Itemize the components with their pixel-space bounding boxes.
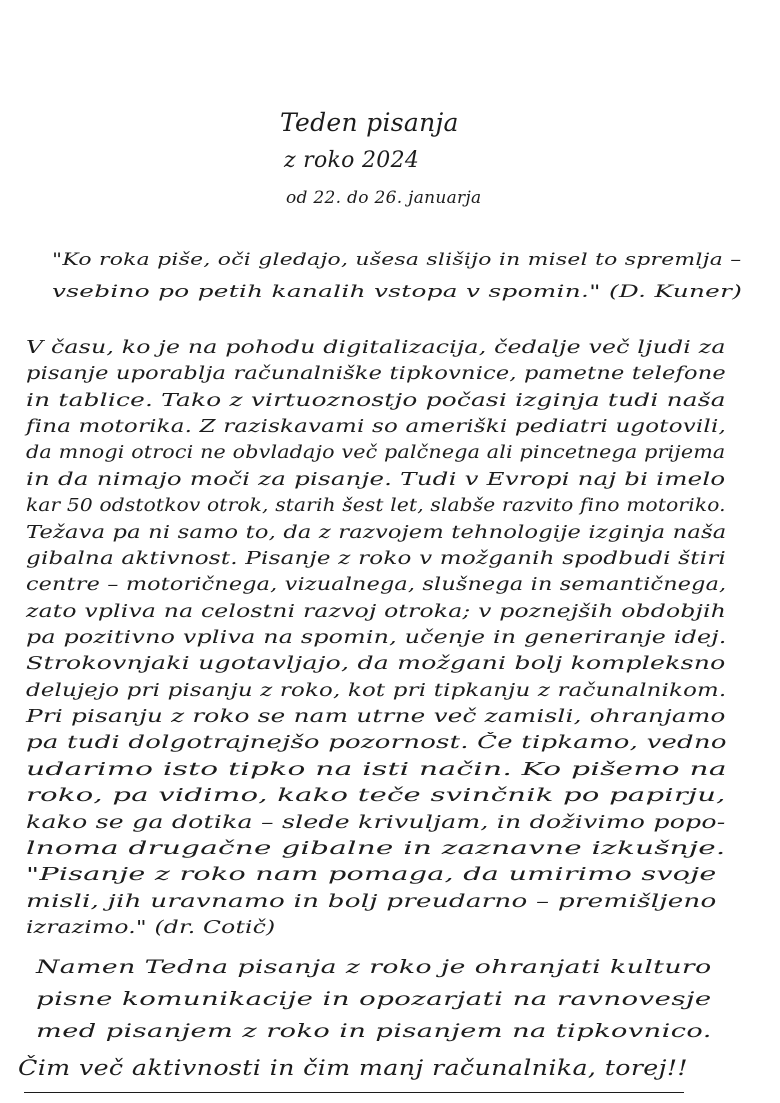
body-line: roko, pa vidimo, kako teče svinčnik po papirju, <box>26 786 726 806</box>
body-line: Težava pa ni samo to, da z razvojem tehnologije izginja naša <box>26 523 727 543</box>
body-line: delujejo pri pisanju z roko, kot pri tipkanju z računalnikom. <box>26 681 727 701</box>
page-title: Teden pisanja <box>280 108 459 137</box>
body-line: in da nimajo moči za pisanje. Tudi v Evropi naj bi imelo <box>26 470 726 490</box>
body-line: Pri pisanju z roko se nam utrne več zamisli, ohranjamo <box>26 707 726 727</box>
page-subtitle-year: z roko 2024 <box>284 148 420 173</box>
body-line: fina motorika. Z raziskavami so ameriški pediatri ugotovili, <box>26 417 726 437</box>
body-line: gibalna aktivnost. Pisanje z roko v možganih spodbudi štiri <box>26 549 726 569</box>
body-line: lnoma drugačne gibalne in zaznavne izkušnje. <box>26 839 726 859</box>
body-line: da mnogi otroci ne obvladajo več palčnega ali pincetnega prijema <box>26 443 726 463</box>
page-dates: od 22. do 26. januarja <box>286 188 482 208</box>
body-line: pisanje uporablja računalniške tipkovnice, pametne telefone <box>26 364 726 384</box>
body-line: centre – motoričnega, vizualnega, slušnega in semantičnega, <box>26 575 727 595</box>
body-line: pa pozitivno vpliva na spomin, učenje in generiranje idej. <box>26 628 727 648</box>
body-line: pa tudi dolgotrajnejšo pozornost. Če tipkamo, vedno <box>26 733 727 753</box>
body-line: V času, ko je na pohodu digitalizacija, čedalje več ljudi za <box>26 338 726 358</box>
closing-line: pisne komunikacije in opozarjati na ravnovesje <box>36 988 712 1010</box>
quote-line: izrazimo." (dr. Cotič) <box>26 918 276 938</box>
quote-line: vsebino po petih kanalih vstopa v spomin." (D. Kuner) <box>52 282 743 302</box>
quote-line: misli, jih uravnamo in bolj preudarno – premišljeno <box>26 892 717 912</box>
body-line: Strokovnjaki ugotavljajo, da možgani bolj kompleksno <box>26 654 726 674</box>
body-line: zato vpliva na celostni razvoj otroka; v poznejših obdobjih <box>26 602 727 622</box>
quote-line: "Ko roka piše, oči gledajo, ušesa slišijo in misel to spremlja – <box>52 250 742 270</box>
closing-exclamation: Čim več aktivnosti in čim manj računalnika, torej!! <box>18 1056 688 1080</box>
body-line: udarimo isto tipko na isti način. Ko pišemo na <box>26 760 727 780</box>
body-line: in tablice. Tako z virtuoznostjo počasi izginja tudi naša <box>26 391 726 411</box>
closing-line: med pisanjem z roko in pisanjem na tipkovnico. <box>36 1020 712 1042</box>
closing-line: Namen Tedna pisanja z roko je ohranjati kulturo <box>36 956 712 978</box>
quote-line: "Pisanje z roko nam pomaga, da umirimo svoje <box>26 865 717 885</box>
closing-underline <box>24 1092 684 1093</box>
body-line: kar 50 odstotkov otrok, starih šest let, slabše razvito fino motoriko. <box>26 496 726 516</box>
body-line: kako se ga dotika – slede krivuljam, in doživimo popo- <box>26 813 726 833</box>
